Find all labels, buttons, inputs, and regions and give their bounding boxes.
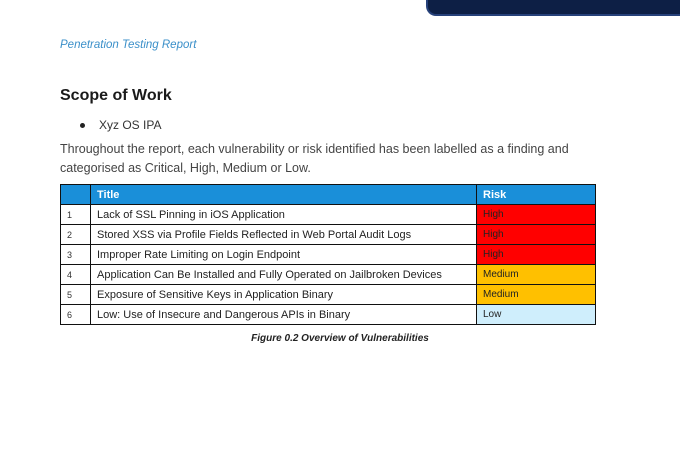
row-number: 3 [61, 245, 91, 265]
top-banner [426, 0, 680, 16]
risk-badge: High [477, 245, 596, 265]
column-header-num [61, 185, 91, 205]
table-row [61, 205, 596, 225]
row-number: 2 [61, 225, 91, 245]
scope-list [80, 118, 161, 132]
section-title: Scope of Work [60, 87, 172, 104]
figure-caption: Figure 0.2 Overview of Vulnerabilities [251, 333, 429, 344]
scope-item [80, 118, 161, 132]
report-header-label: Penetration Testing Report [60, 39, 197, 51]
row-title: Improper Rate Limiting on Login Endpoint [91, 245, 477, 265]
risk-badge: High [477, 225, 596, 245]
column-header-risk: Risk [477, 185, 596, 205]
row-number: 5 [61, 285, 91, 305]
table-header-row [61, 185, 596, 205]
row-number: 6 [61, 305, 91, 325]
table-row [61, 265, 596, 285]
risk-badge: Medium [477, 265, 596, 285]
scope-item-label: Xyz OS IPA [99, 118, 162, 132]
risk-badge: High [477, 205, 596, 225]
row-title: Exposure of Sensitive Keys in Application Binary [91, 285, 477, 305]
row-title: Low: Use of Insecure and Dangerous APIs in Binary [91, 305, 477, 325]
bullet-icon [80, 123, 85, 128]
row-title: Application Can Be Installed and Fully Operated on Jailbroken Devices [91, 265, 477, 285]
table-row [61, 285, 596, 305]
row-number: 1 [61, 205, 91, 225]
risk-badge: Medium [477, 285, 596, 305]
row-number: 4 [61, 265, 91, 285]
row-title: Stored XSS via Profile Fields Reflected in Web Portal Audit Logs [91, 225, 477, 245]
table-row [61, 305, 596, 325]
table-row [61, 225, 596, 245]
risk-badge: Low [477, 305, 596, 325]
vulnerabilities-table [60, 184, 596, 325]
column-header-title: Title [91, 185, 477, 205]
table-row [61, 245, 596, 265]
row-title: Lack of SSL Pinning in iOS Application [91, 205, 477, 225]
intro-paragraph: Throughout the report, each vulnerability or risk identified has been labelled as a finding and categorised as Critical, High, Medium or Low. [60, 142, 569, 175]
